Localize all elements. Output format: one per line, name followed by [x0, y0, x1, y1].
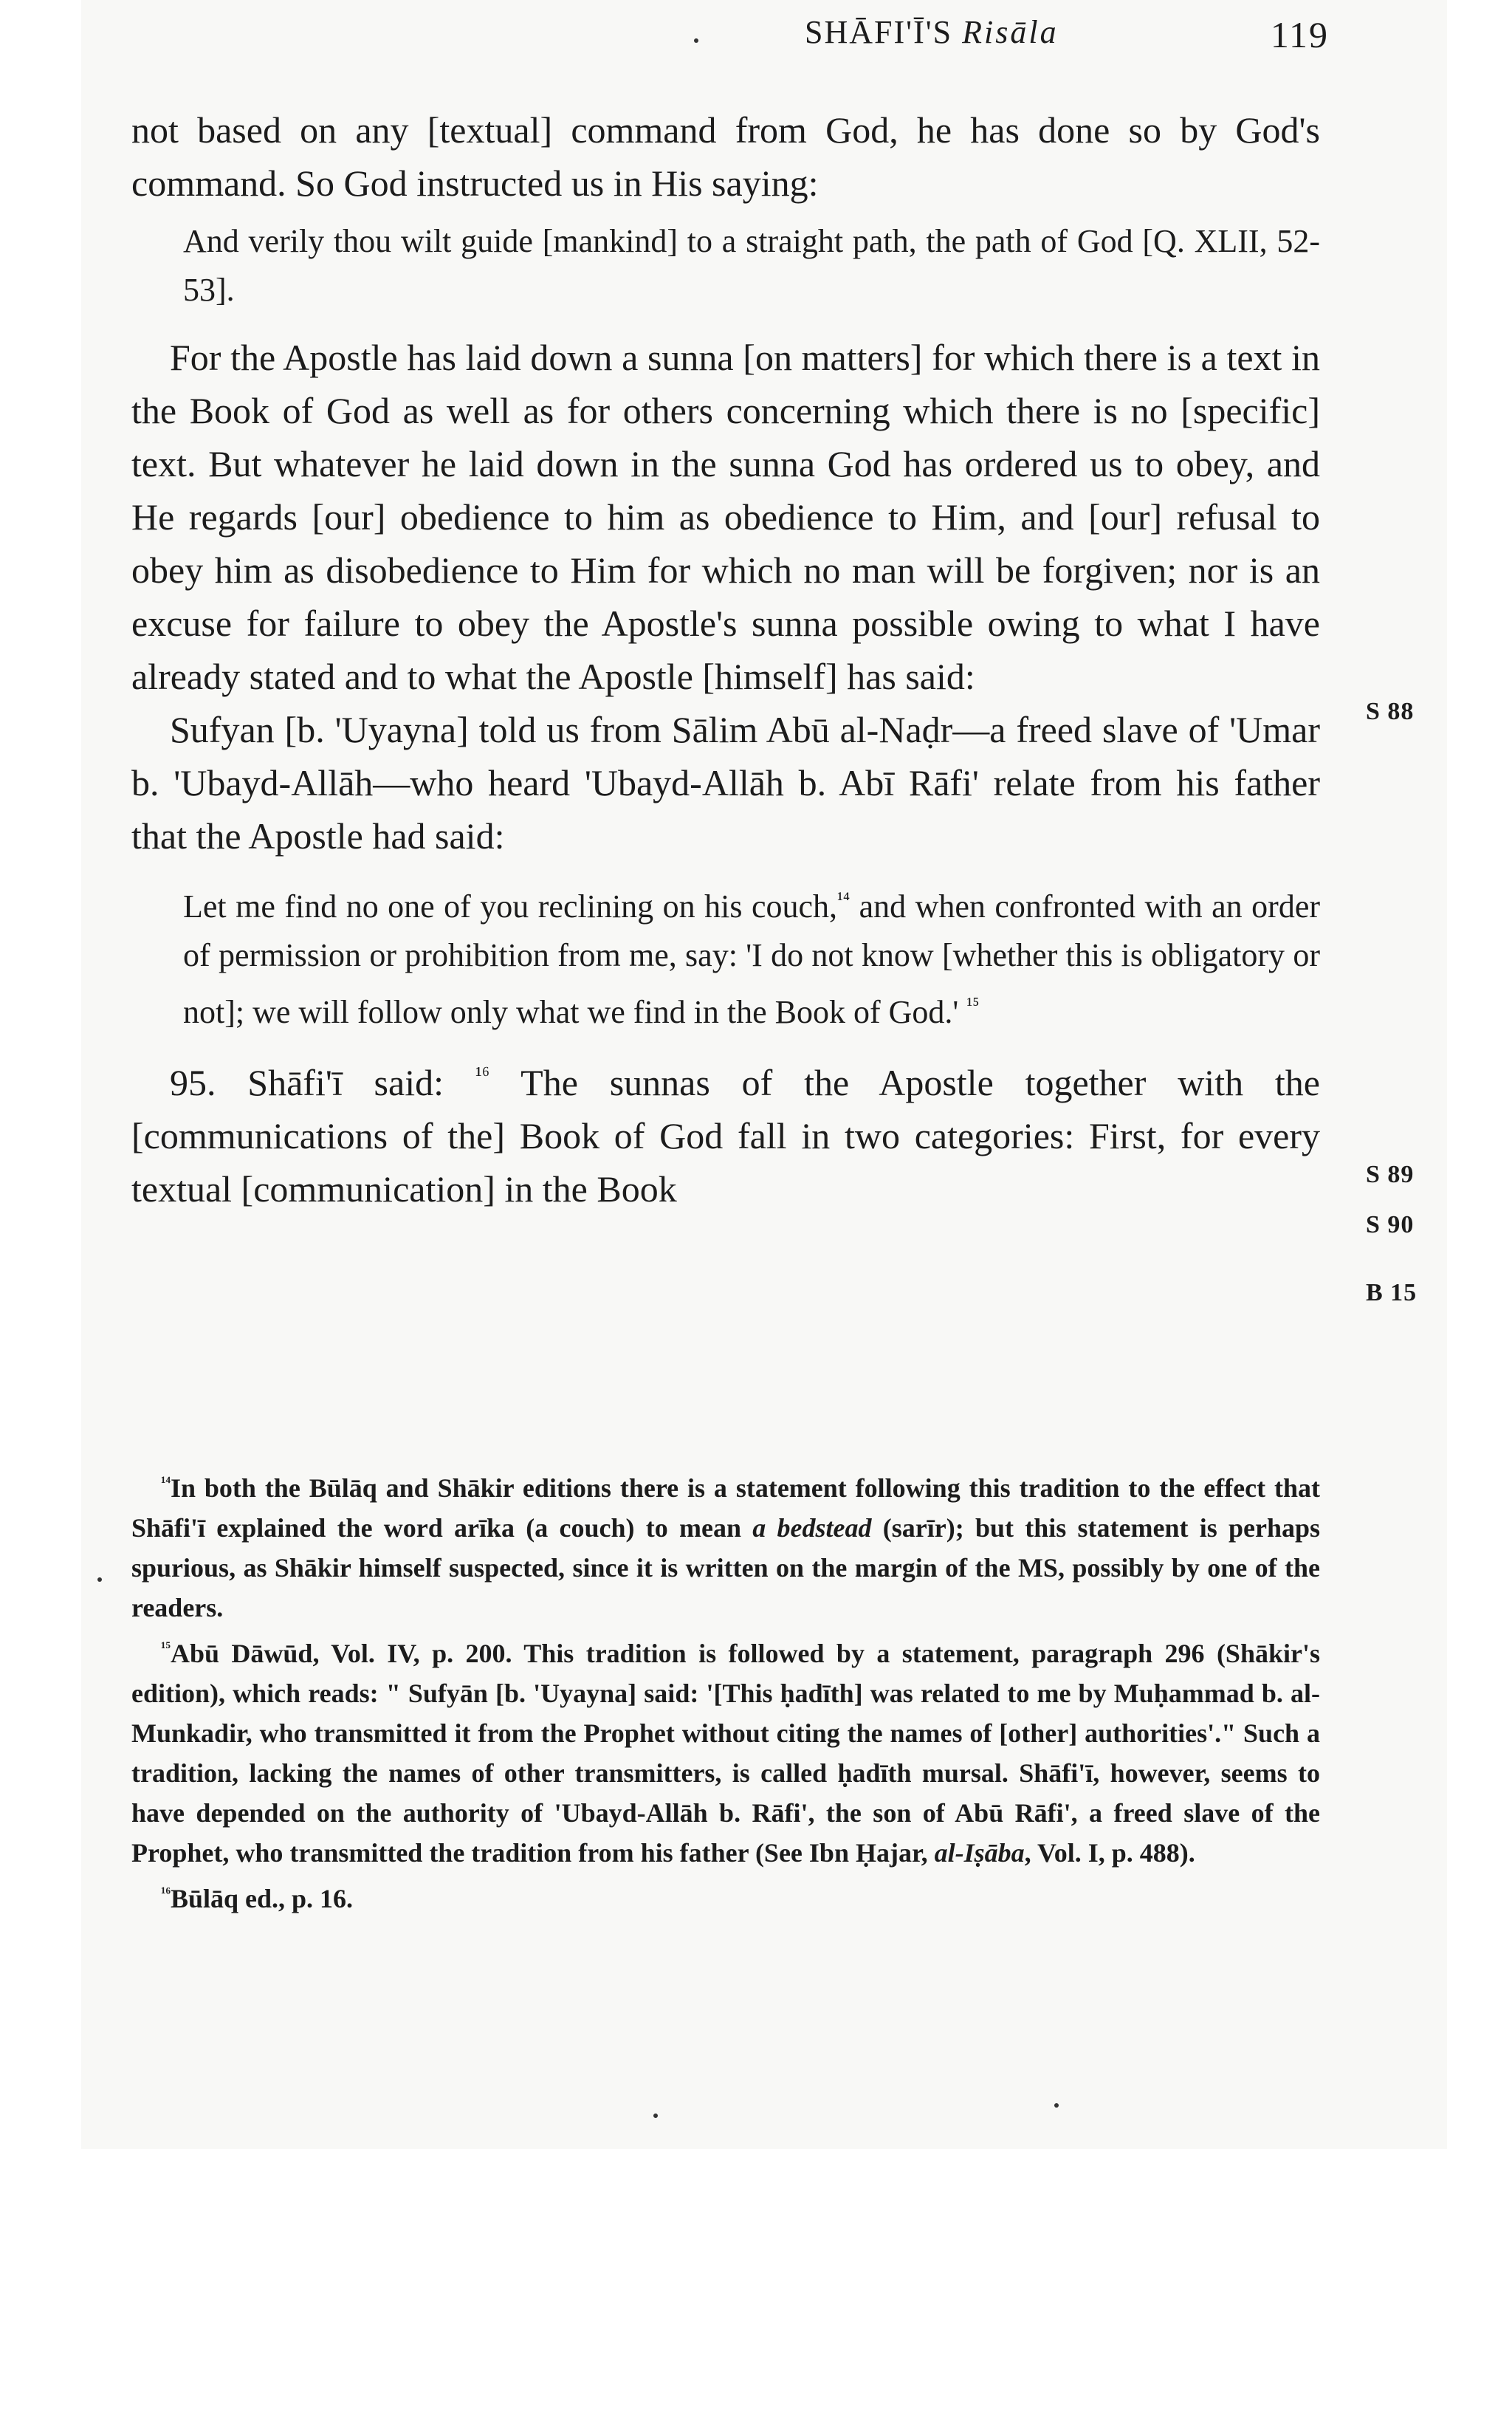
footnote-14 — [131, 1462, 1320, 1628]
footnote-16 — [131, 1873, 1320, 1919]
footnote-14-italic: a bedstead — [752, 1512, 872, 1543]
scan-speck — [1054, 2103, 1059, 2108]
footnote-16-text: Būlāq ed., p. 16. — [170, 1883, 354, 1913]
paragraph-95-lead: 95. Shāfi'ī said: — [170, 1061, 444, 1103]
hadith-text-2: and when confronted with an order of permission or prohibition from me, say: 'I do not know [whether this is obligatory or not]; we will follow only what we find in the Book of God.' — [183, 888, 1320, 1030]
hadith-text-1: Let me find no one of you reclining on his couch, — [183, 888, 837, 925]
paragraph-apostle-sunna: For the Apostle has laid down a sunna [on matters] for which there is a text in the Book of God as well as for others concerning which there is no [specific] text. But whatever he laid down in the sunna God has ordered us to obey, and He regards [our] obedience to him as obedience to Him, and [our] refusal to obey him as disobedience to Him for which no man will be forgiven; nor is an excuse for failure to obey the Apostle's sunna possible owing to what I have already stated and to what the Apostle [himself] has said: — [131, 337, 1320, 697]
footnote-14-text-2: (sarīr); but this statement is perhaps spurious, as Shākir himself suspected, since it is written on the margin of the MS, possibly by one of the readers. — [131, 1512, 1321, 1622]
paragraph-95 — [131, 1049, 1320, 1216]
scan-speck — [694, 38, 698, 43]
margin-ref-s89: S 89 — [1366, 1161, 1415, 1188]
running-head — [805, 13, 1059, 51]
footnote-14-number: ¹⁴ — [161, 1473, 171, 1491]
footnote-14-text-1: In both the Būlāq and Shākir editions there is a statement following this tradition to the effect that Shāfi'ī explained the word arīka (a couch) to mean — [131, 1473, 1320, 1543]
footnote-15-italic: al-Iṣāba — [934, 1837, 1025, 1868]
margin-ref-b15: B 15 — [1366, 1279, 1418, 1306]
footnote-ref-16: ¹⁶ — [475, 1062, 490, 1087]
margin-ref-s90: S 90 — [1366, 1211, 1415, 1238]
margin-ref-s88: S 88 — [1366, 698, 1415, 725]
footnote-15-text: Abū Dāwūd, Vol. IV, p. 200. This tradition is followed by a statement, paragraph 296 (Shākir's edition), which reads: " Sufyān [b. 'Uyayna] said: '[This ḥadīth] was related to me by Muḥammad b. al-Munkadir, who transmitted it from the Prophet without citing the names of [other] authorities'." Such a tradition, lacking the names of other transmitters, is called ḥadīth mursal. Shāfi'ī, however, seems to have depended on the authority of 'Ubayd-Allāh b. Rāfi', the son of Abū Rāfi', a freed slave of the Prophet, who transmitted the tradition from his father (See Ibn Ḥajar, — [131, 1638, 1320, 1868]
footnote-ref-15: ¹⁵ — [966, 993, 980, 1015]
page-number: 119 — [1270, 14, 1329, 55]
footnote-ref-14: ¹⁴ — [837, 888, 850, 910]
hadith-quotation — [131, 874, 1320, 1037]
footnote-15-number: ¹⁵ — [161, 1638, 171, 1656]
paragraph-95-text: The sunnas of the Apostle together with the [communications of the] Book of God fall in two categories: First, for every textual [communication] in the Book — [131, 1061, 1320, 1210]
scan-speck — [653, 2114, 658, 2118]
running-head-author: SHĀFI'Ī'S — [805, 14, 953, 50]
running-head-title: Risāla — [962, 14, 1059, 50]
paragraph-continuation: not based on any [textual] command from God, he has done so by God's command. So God instructed us in His saying: — [131, 109, 1320, 204]
running-header — [783, 13, 1329, 58]
scan-speck — [97, 1577, 102, 1582]
quran-quotation: And verily thou wilt guide [mankind] to a straight path, the path of God [Q. XLII, 52-53]. — [183, 223, 1320, 308]
footnote-15 — [131, 1628, 1320, 1873]
footnote-15-text-end: , Vol. I, p. 488). — [1024, 1837, 1195, 1868]
footnotes — [131, 1462, 1320, 1919]
paragraph-isnad: Sufyan [b. 'Uyayna] told us from Sālim Abū al-Naḍr—a freed slave of 'Umar b. 'Ubayd-Allāh—who heard 'Ubayd-Allāh b. Abī Rāfi' relate from his father that the Apostle had said: — [131, 709, 1320, 857]
footnote-16-number: ¹⁶ — [161, 1883, 171, 1902]
main-text — [131, 103, 1320, 1216]
